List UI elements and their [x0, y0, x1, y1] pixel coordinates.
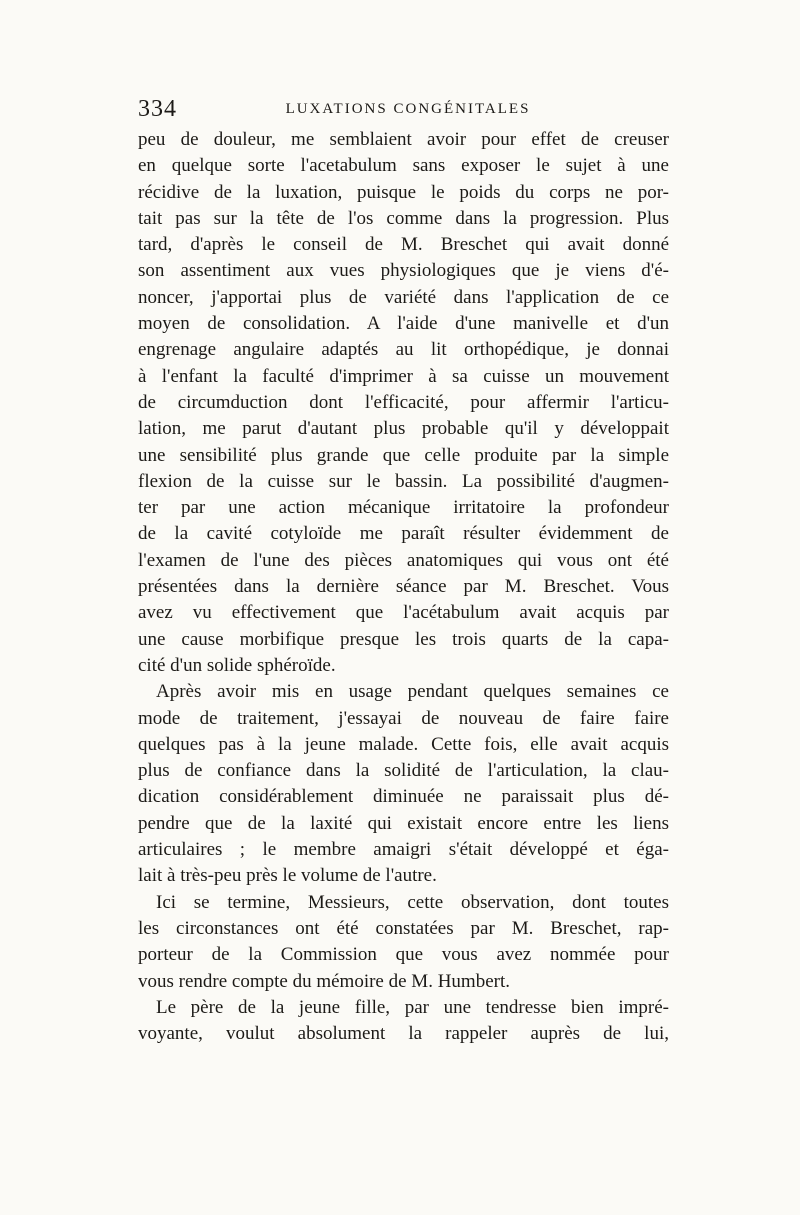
text-line: ter par une action mécanique irritatoire la profondeur: [138, 497, 669, 519]
text-line: pendre que de la laxité qui existait encore entre les liens: [138, 812, 669, 834]
running-title: LUXATIONS CONGÉNITALES: [285, 101, 531, 117]
text-line: peu de douleur, me semblaient avoir pour effet de creuser: [138, 129, 669, 150]
text-line: présentées dans la dernière séance par M. Breschet. Vous: [138, 576, 669, 598]
text-line: dication considérablement diminuée ne paraissait plus dé-: [138, 786, 669, 808]
text-line: Le père de la jeune fille, par une tendresse bien impré-: [156, 996, 669, 1018]
text-line: une cause morbifique presque les trois quarts de la capa-: [138, 628, 669, 650]
body-text: [138, 127, 669, 1047]
page-header: [138, 92, 678, 126]
text-line: mode de traitement, j'essayai de nouveau de faire faire: [138, 707, 669, 729]
text-line: moyen de consolidation. A l'aide d'une manivelle et d'un: [138, 313, 669, 335]
text-line: à l'enfant la faculté d'imprimer à sa cuisse un mouvement: [138, 365, 669, 387]
text-line: de la cavité cotyloïde me paraît résulter évidemment de: [138, 523, 669, 545]
text-line: une sensibilité plus grande que celle produite par la simple: [138, 444, 669, 466]
text-line: son assentiment aux vues physiologiques que je viens d'é-: [138, 260, 669, 282]
text-line: cité d'un solide sphéroïde.: [138, 654, 336, 676]
page-number: 334: [138, 96, 177, 122]
text-line: flexion de la cuisse sur le bassin. La possibilité d'augmen-: [138, 470, 669, 492]
text-line: voyante, voulut absolument la rappeler auprès de lui,: [138, 1023, 669, 1045]
text-line: Ici se termine, Messieurs, cette observation, dont toutes: [156, 891, 669, 913]
text-line: récidive de la luxation, puisque le poids du corps ne por-: [138, 181, 669, 203]
text-line: en quelque sorte l'acetabulum sans exposer le sujet à une: [138, 155, 669, 177]
text-line: quelques pas à la jeune malade. Cette fois, elle avait acquis: [138, 733, 669, 755]
text-line: vous rendre compte du mémoire de M. Humbert.: [138, 970, 510, 992]
text-line: noncer, j'apportai plus de variété dans l'application de ce: [138, 286, 669, 308]
text-line: tard, d'après le conseil de M. Breschet qui avait donné: [138, 234, 669, 256]
text-line: avez vu effectivement que l'acétabulum avait acquis par: [138, 602, 669, 624]
text-line: engrenage angulaire adaptés au lit orthopédique, je donnai: [138, 339, 669, 361]
text-line: lait à très-peu près le volume de l'autre.: [138, 865, 437, 887]
text-line: tait pas sur la tête de l'os comme dans la progression. Plus: [138, 207, 669, 229]
text-line: articulaires ; le membre amaigri s'était développé et éga-: [138, 839, 669, 861]
text-line: les circonstances ont été constatées par M. Breschet, rap-: [138, 917, 669, 939]
text-line: lation, me parut d'autant plus probable qu'il y développait: [138, 418, 669, 440]
text-line: de circumduction dont l'efficacité, pour affermir l'articu-: [138, 391, 669, 413]
text-line: Après avoir mis en usage pendant quelques semaines ce: [156, 681, 669, 703]
text-line: porteur de la Commission que vous avez nommée pour: [138, 944, 669, 966]
text-line: plus de confiance dans la solidité de l'articulation, la clau-: [138, 760, 669, 782]
text-line: l'examen de l'une des pièces anatomiques qui vous ont été: [138, 549, 669, 571]
